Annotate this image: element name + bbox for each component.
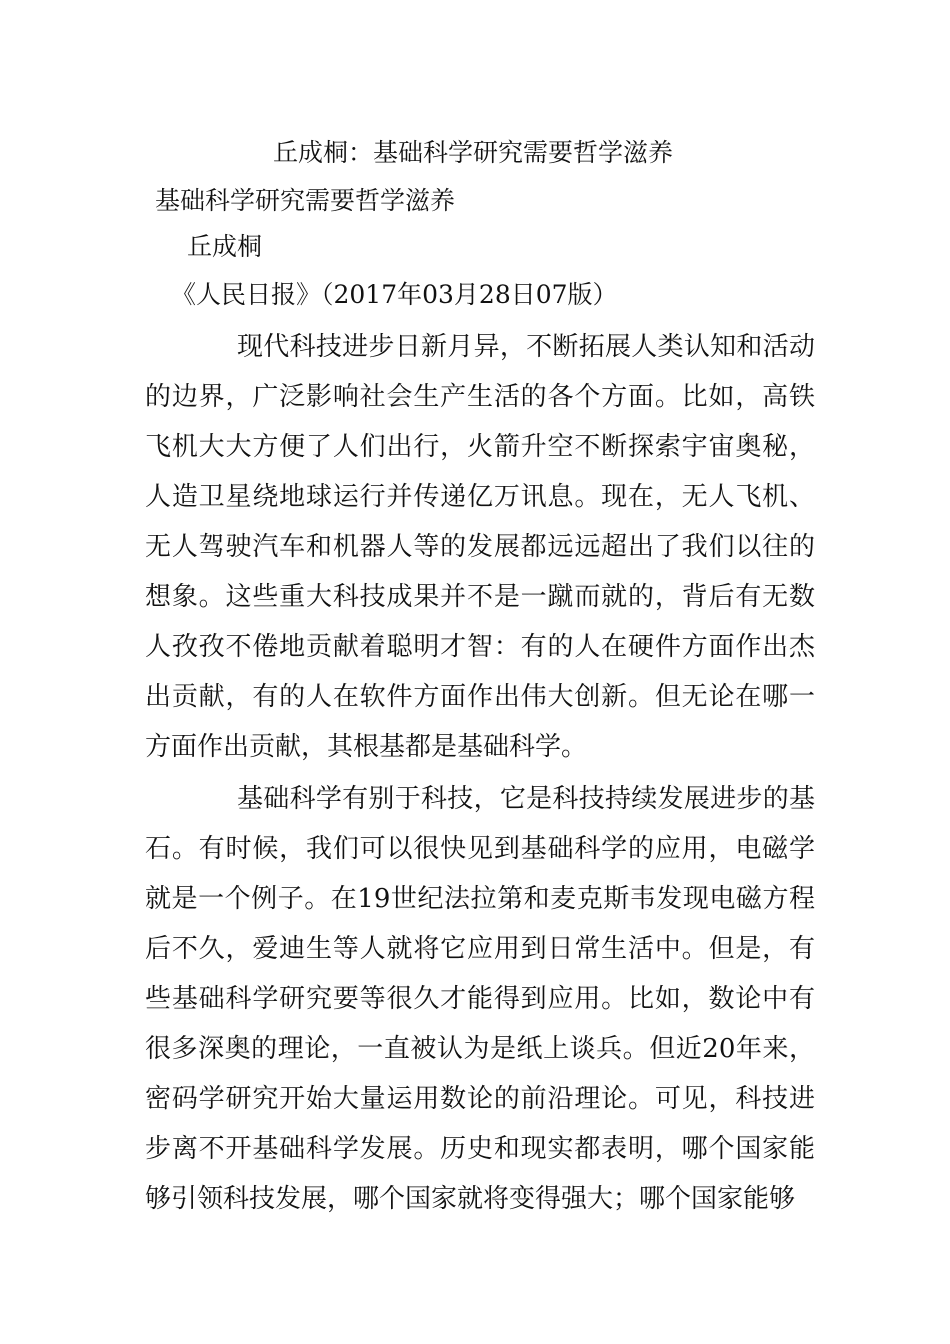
article-subtitle: 基础科学研究需要哲学滋养 — [155, 186, 456, 215]
paragraph-1: 现代科技进步日新月异，不断拓展人类认知和活动的边界，广泛影响社会生产生活的各个方面。比如，高铁飞机大大方便了人们出行，火箭升空不断探索宇宙奥秘，人造卫星绕地球运行并传递亿万讯息。现在，无人飞机、无人驾驶汽车和机器人等的发展都远远超出了我们以往的想象。这些重大科技成果并不是一蹴而就的，背后有无数人孜孜不倦地贡献着聪明才智：有的人在硬件方面作出杰出贡献，有的人在软件方面作出伟大创新。但无论在哪一方面作出贡献，其根基都是基础科学。 — [145, 332, 815, 762]
author-name: 丘成桐 — [187, 232, 263, 261]
publication-source: 《人民日报》（2017年03月28日07版） — [171, 280, 618, 309]
document-title: 丘成桐：基础科学研究需要哲学滋养 — [273, 138, 674, 167]
article-body — [145, 128, 815, 1224]
paragraph-2: 基础科学有别于科技，它是科技持续发展进步的基石。有时候，我们可以很快见到基础科学的应用，电磁学就是一个例子。在19世纪法拉第和麦克斯韦发现电磁方程后不久，爱迪生等人就将它应用到日常生活中。但是，有些基础科学研究要等很久才能得到应用。比如，数论中有很多深奥的理论，一直被认为是纸上谈兵。但近20年来，密码学研究开始大量运用数论的前沿理论。可见，科技进步离不开基础科学发展。历史和现实都表明，哪个国家能够引领科技发展，哪个国家就将变得强大；哪个国家能够 — [145, 784, 815, 1214]
